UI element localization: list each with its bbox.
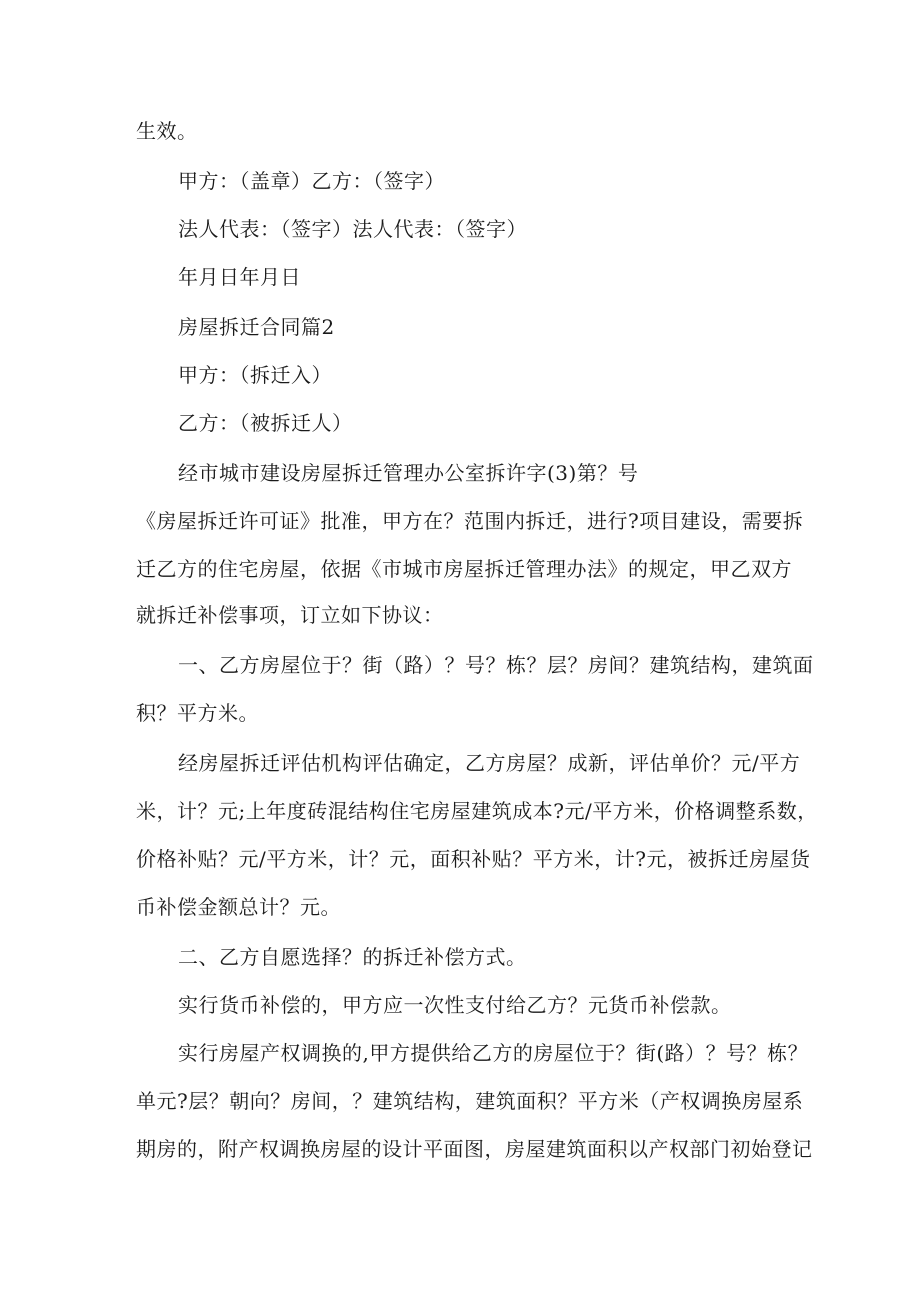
paragraph-line: 积？平方米。	[136, 701, 259, 725]
paragraph-line: 单元?层？朝向？房间，？建筑结构，建筑面积？平方米（产权调换房屋系	[136, 1089, 804, 1113]
paragraph-line: 经市城市建设房屋拆迁管理办公室拆许字(3)第？号	[178, 461, 639, 485]
paragraph-line: 生效。	[136, 119, 198, 143]
party-b-line: 乙方：（被拆迁人）	[178, 411, 353, 435]
paragraph-line: 就拆迁补偿事项，订立如下协议：	[136, 603, 444, 627]
party-a-line: 甲方：（拆迁入）	[178, 363, 332, 387]
paragraph-line: 价格补贴？元/平方米，计？元，面积补贴？平方米，计?元，被拆迁房屋货	[136, 847, 811, 871]
signature-line-seal: 甲方：（盖章）乙方：（签字）	[178, 169, 445, 193]
paragraph-line: 迁乙方的住宅房屋，依据《市城市房屋拆迁管理办法》的规定，甲乙双方	[136, 557, 792, 581]
paragraph-line: 米，计？元;上年度砖混结构住宅房屋建筑成本?元/平方米，价格调整系数，	[136, 799, 818, 823]
clause-one-line: 一、乙方房屋位于？街（路）？号？栋？层？房间？建筑结构，建筑面	[178, 653, 814, 677]
paragraph-line: 《房屋拆迁许可证》批准，甲方在？范围内拆迁，进行?项目建设，需要拆	[136, 509, 804, 533]
paragraph-line: 期房的，附产权调换房屋的设计平面图，房屋建筑面积以产权部门初始登记	[136, 1137, 813, 1161]
paragraph-line: 实行货币补偿的，甲方应一次性支付给乙方？元货币补偿款。	[178, 993, 732, 1017]
section-title: 房屋拆迁合同篇2	[178, 315, 335, 339]
signature-line-representative: 法人代表：（签字）法人代表：（签字）	[178, 217, 527, 241]
clause-two-line: 二、乙方自愿选择？的拆迁补偿方式。	[178, 945, 527, 969]
paragraph-line: 经房屋拆迁评估机构评估确定，乙方房屋？成新，评估单价？元/平方	[178, 751, 801, 775]
date-line: 年月日年月日	[178, 265, 301, 289]
paragraph-line: 实行房屋产权调换的,甲方提供给乙方的房屋位于？街(路）？号？栋？	[178, 1041, 809, 1065]
paragraph-line: 币补偿金额总计？元。	[136, 895, 341, 919]
